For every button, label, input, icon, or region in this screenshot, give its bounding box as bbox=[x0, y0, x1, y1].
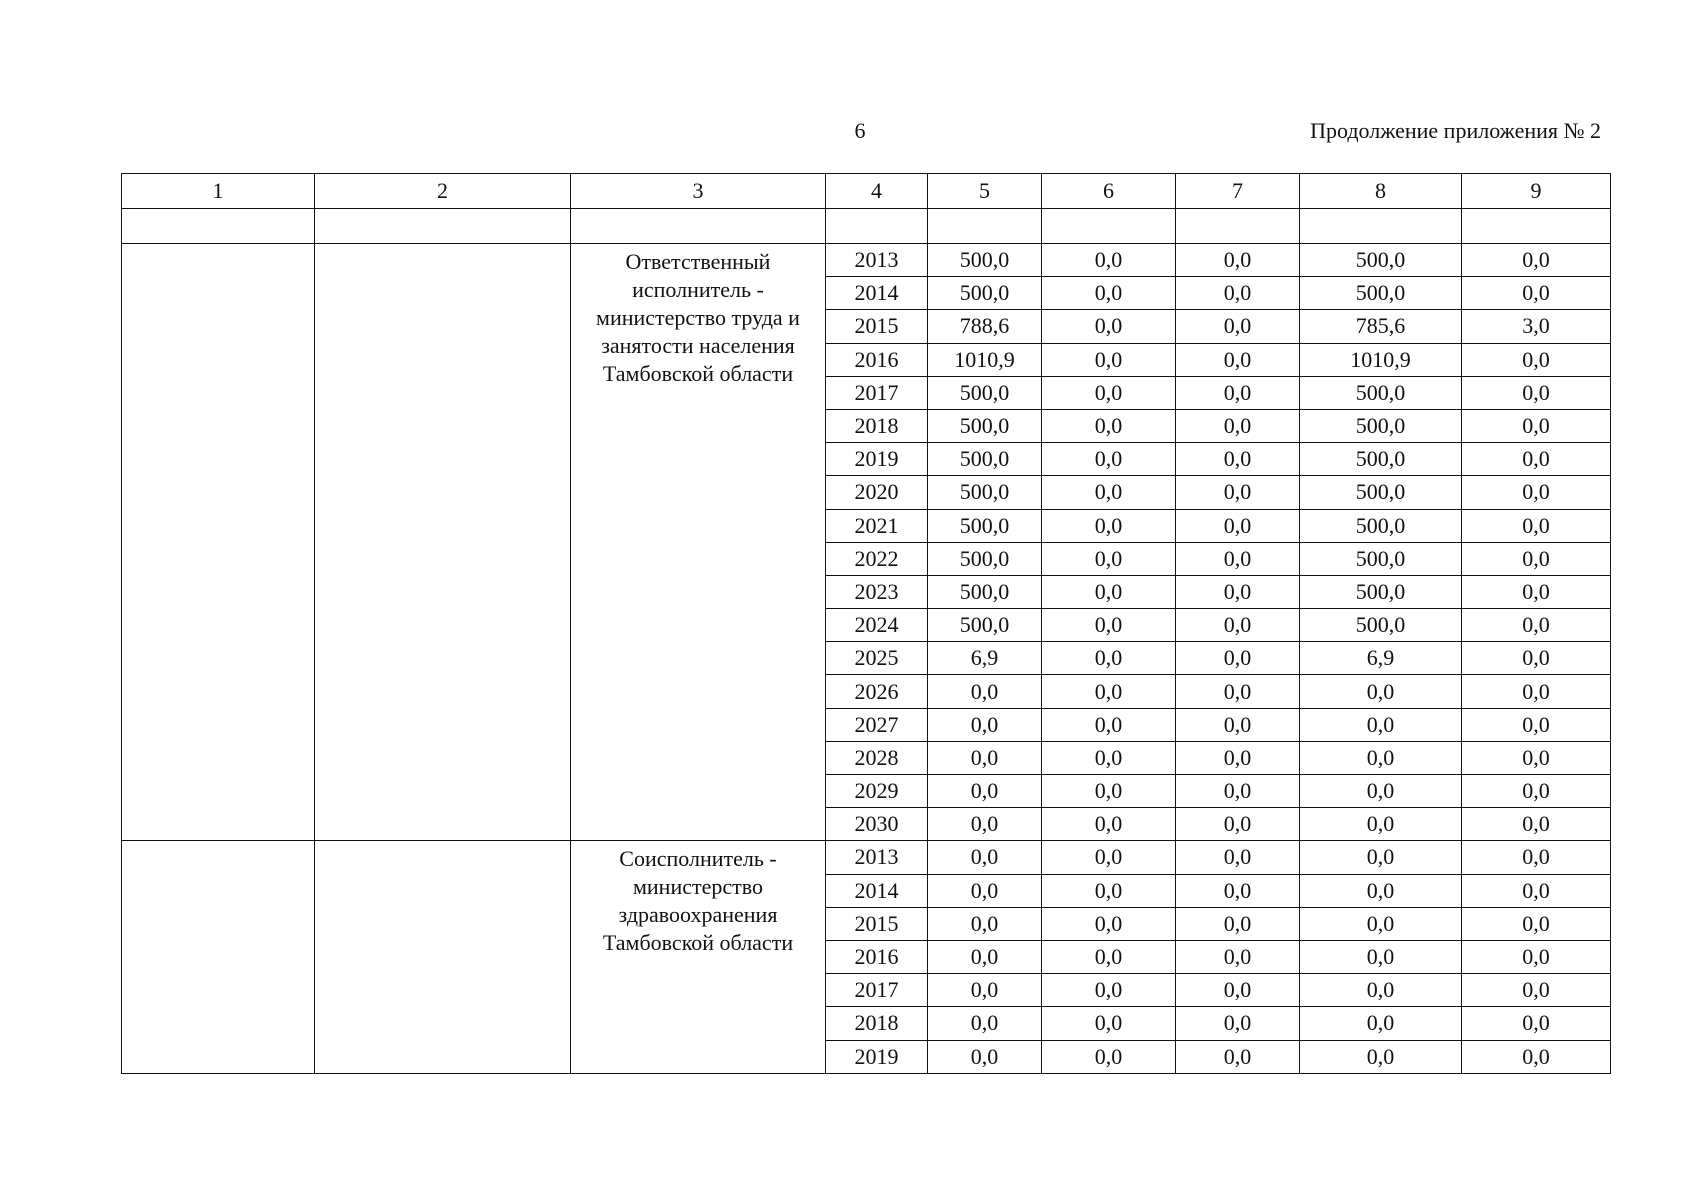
value-cell: 0,0 bbox=[928, 974, 1042, 1007]
value-cell: 0,0 bbox=[1042, 775, 1176, 808]
value-cell: 0,0 bbox=[1176, 542, 1300, 575]
year-cell: 2028 bbox=[826, 741, 928, 774]
value-cell: 0,0 bbox=[928, 808, 1042, 841]
value-cell: 0,0 bbox=[1042, 874, 1176, 907]
value-cell: 0,0 bbox=[1176, 974, 1300, 1007]
year-cell: 2017 bbox=[826, 974, 928, 1007]
executor-cell: Ответственный исполнитель - министерство труда и занятости населения Тамбовской области bbox=[571, 244, 826, 841]
value-cell: 0,0 bbox=[1462, 609, 1611, 642]
value-cell: 0,0 bbox=[1176, 443, 1300, 476]
value-cell: 0,0 bbox=[928, 708, 1042, 741]
value-cell: 0,0 bbox=[1042, 443, 1176, 476]
col2-cell bbox=[315, 841, 571, 1073]
value-cell: 0,0 bbox=[1042, 310, 1176, 343]
value-cell: 0,0 bbox=[1176, 1040, 1300, 1073]
col1-cell bbox=[122, 841, 315, 1073]
value-cell: 0,0 bbox=[1176, 841, 1300, 874]
value-cell: 0,0 bbox=[1462, 476, 1611, 509]
value-cell: 0,0 bbox=[1462, 244, 1611, 277]
value-cell: 500,0 bbox=[1300, 409, 1462, 442]
value-cell: 0,0 bbox=[1300, 741, 1462, 774]
year-cell: 2025 bbox=[826, 642, 928, 675]
year-cell: 2015 bbox=[826, 310, 928, 343]
blank-cell bbox=[1300, 209, 1462, 244]
value-cell: 0,0 bbox=[1462, 575, 1611, 608]
value-cell: 1010,9 bbox=[1300, 343, 1462, 376]
value-cell: 0,0 bbox=[1042, 808, 1176, 841]
value-cell: 0,0 bbox=[928, 675, 1042, 708]
value-cell: 0,0 bbox=[1042, 542, 1176, 575]
value-cell: 0,0 bbox=[1300, 708, 1462, 741]
value-cell: 0,0 bbox=[1042, 476, 1176, 509]
value-cell: 0,0 bbox=[1042, 642, 1176, 675]
year-cell: 2016 bbox=[826, 343, 928, 376]
blank-row bbox=[122, 209, 1611, 244]
value-cell: 6,9 bbox=[928, 642, 1042, 675]
value-cell: 0,0 bbox=[1176, 708, 1300, 741]
value-cell: 500,0 bbox=[928, 277, 1042, 310]
value-cell: 0,0 bbox=[1042, 675, 1176, 708]
value-cell: 500,0 bbox=[928, 376, 1042, 409]
year-cell: 2024 bbox=[826, 609, 928, 642]
column-number: 3 bbox=[571, 174, 826, 209]
value-cell: 0,0 bbox=[1176, 277, 1300, 310]
year-cell: 2015 bbox=[826, 907, 928, 940]
value-cell: 0,0 bbox=[1176, 874, 1300, 907]
value-cell: 0,0 bbox=[1176, 940, 1300, 973]
value-cell: 0,0 bbox=[1176, 642, 1300, 675]
value-cell: 500,0 bbox=[1300, 277, 1462, 310]
value-cell: 0,0 bbox=[1462, 1007, 1611, 1040]
value-cell: 0,0 bbox=[1042, 277, 1176, 310]
value-cell: 0,0 bbox=[1300, 808, 1462, 841]
value-cell: 0,0 bbox=[1176, 343, 1300, 376]
value-cell: 0,0 bbox=[1176, 675, 1300, 708]
year-cell: 2018 bbox=[826, 1007, 928, 1040]
value-cell: 0,0 bbox=[1042, 708, 1176, 741]
value-cell: 500,0 bbox=[928, 244, 1042, 277]
year-cell: 2020 bbox=[826, 476, 928, 509]
value-cell: 0,0 bbox=[1462, 542, 1611, 575]
value-cell: 0,0 bbox=[928, 775, 1042, 808]
value-cell: 785,6 bbox=[1300, 310, 1462, 343]
value-cell: 0,0 bbox=[1176, 775, 1300, 808]
value-cell: 500,0 bbox=[1300, 542, 1462, 575]
value-cell: 0,0 bbox=[1462, 376, 1611, 409]
value-cell: 0,0 bbox=[1462, 841, 1611, 874]
value-cell: 500,0 bbox=[928, 409, 1042, 442]
value-cell: 500,0 bbox=[928, 575, 1042, 608]
value-cell: 500,0 bbox=[1300, 476, 1462, 509]
value-cell: 0,0 bbox=[1462, 277, 1611, 310]
value-cell: 500,0 bbox=[1300, 609, 1462, 642]
value-cell: 500,0 bbox=[1300, 443, 1462, 476]
value-cell: 0,0 bbox=[1042, 841, 1176, 874]
value-cell: 0,0 bbox=[1300, 841, 1462, 874]
value-cell: 0,0 bbox=[1462, 343, 1611, 376]
value-cell: 0,0 bbox=[1300, 907, 1462, 940]
value-cell: 0,0 bbox=[928, 1007, 1042, 1040]
value-cell: 0,0 bbox=[1300, 1007, 1462, 1040]
value-cell: 0,0 bbox=[1462, 940, 1611, 973]
column-number-row bbox=[122, 174, 1611, 209]
column-number: 8 bbox=[1300, 174, 1462, 209]
executor-cell: Соисполнитель - министерство здравоохранения Тамбовской области bbox=[571, 841, 826, 1073]
value-cell: 0,0 bbox=[928, 1040, 1042, 1073]
value-cell: 0,0 bbox=[1176, 476, 1300, 509]
value-cell: 6,9 bbox=[1300, 642, 1462, 675]
value-cell: 0,0 bbox=[1042, 1007, 1176, 1040]
year-cell: 2027 bbox=[826, 708, 928, 741]
column-number: 7 bbox=[1176, 174, 1300, 209]
year-cell: 2030 bbox=[826, 808, 928, 841]
value-cell: 500,0 bbox=[1300, 376, 1462, 409]
column-number: 5 bbox=[928, 174, 1042, 209]
year-cell: 2014 bbox=[826, 277, 928, 310]
value-cell: 0,0 bbox=[1462, 874, 1611, 907]
year-cell: 2018 bbox=[826, 409, 928, 442]
column-number: 1 bbox=[122, 174, 315, 209]
value-cell: 500,0 bbox=[928, 476, 1042, 509]
value-cell: 0,0 bbox=[1176, 741, 1300, 774]
value-cell: 0,0 bbox=[1042, 509, 1176, 542]
value-cell: 0,0 bbox=[1176, 310, 1300, 343]
value-cell: 0,0 bbox=[1462, 775, 1611, 808]
value-cell: 500,0 bbox=[928, 609, 1042, 642]
blank-cell bbox=[826, 209, 928, 244]
year-cell: 2013 bbox=[826, 841, 928, 874]
year-cell: 2022 bbox=[826, 542, 928, 575]
table-row bbox=[122, 841, 1611, 874]
table-row bbox=[122, 244, 1611, 277]
year-cell: 2013 bbox=[826, 244, 928, 277]
value-cell: 0,0 bbox=[1042, 575, 1176, 608]
budget-table bbox=[121, 173, 1611, 1074]
value-cell: 500,0 bbox=[928, 509, 1042, 542]
year-cell: 2016 bbox=[826, 940, 928, 973]
blank-cell bbox=[1042, 209, 1176, 244]
blank-cell bbox=[1176, 209, 1300, 244]
value-cell: 3,0 bbox=[1462, 310, 1611, 343]
col1-cell bbox=[122, 244, 315, 841]
value-cell: 0,0 bbox=[1042, 609, 1176, 642]
value-cell: 500,0 bbox=[928, 542, 1042, 575]
year-cell: 2014 bbox=[826, 874, 928, 907]
blank-cell bbox=[571, 209, 826, 244]
value-cell: 0,0 bbox=[1300, 1040, 1462, 1073]
value-cell: 0,0 bbox=[1176, 575, 1300, 608]
value-cell: 788,6 bbox=[928, 310, 1042, 343]
year-cell: 2023 bbox=[826, 575, 928, 608]
value-cell: 0,0 bbox=[1042, 741, 1176, 774]
page-number: 6 bbox=[854, 118, 866, 143]
column-number: 4 bbox=[826, 174, 928, 209]
value-cell: 0,0 bbox=[928, 907, 1042, 940]
value-cell: 0,0 bbox=[1042, 940, 1176, 973]
value-cell: 0,0 bbox=[1176, 808, 1300, 841]
value-cell: 0,0 bbox=[1462, 1040, 1611, 1073]
value-cell: 0,0 bbox=[1300, 940, 1462, 973]
blank-cell bbox=[315, 209, 571, 244]
value-cell: 0,0 bbox=[1042, 907, 1176, 940]
value-cell: 0,0 bbox=[1042, 974, 1176, 1007]
value-cell: 0,0 bbox=[1042, 1040, 1176, 1073]
value-cell: 0,0 bbox=[1300, 775, 1462, 808]
col2-cell bbox=[315, 244, 571, 841]
value-cell: 0,0 bbox=[1176, 609, 1300, 642]
year-cell: 2029 bbox=[826, 775, 928, 808]
blank-cell bbox=[1462, 209, 1611, 244]
year-cell: 2017 bbox=[826, 376, 928, 409]
value-cell: 500,0 bbox=[1300, 509, 1462, 542]
value-cell: 0,0 bbox=[1462, 741, 1611, 774]
value-cell: 0,0 bbox=[928, 841, 1042, 874]
column-number: 2 bbox=[315, 174, 571, 209]
value-cell: 0,0 bbox=[1042, 409, 1176, 442]
value-cell: 0,0 bbox=[1042, 376, 1176, 409]
value-cell: 0,0 bbox=[1042, 244, 1176, 277]
value-cell: 0,0 bbox=[1042, 343, 1176, 376]
value-cell: 500,0 bbox=[928, 443, 1042, 476]
blank-cell bbox=[928, 209, 1042, 244]
blank-cell bbox=[122, 209, 315, 244]
value-cell: 0,0 bbox=[1462, 443, 1611, 476]
value-cell: 500,0 bbox=[1300, 575, 1462, 608]
value-cell: 0,0 bbox=[1300, 874, 1462, 907]
value-cell: 0,0 bbox=[928, 741, 1042, 774]
value-cell: 0,0 bbox=[928, 874, 1042, 907]
value-cell: 0,0 bbox=[1462, 907, 1611, 940]
year-cell: 2026 bbox=[826, 675, 928, 708]
value-cell: 0,0 bbox=[1176, 907, 1300, 940]
column-number: 9 bbox=[1462, 174, 1611, 209]
value-cell: 0,0 bbox=[1462, 642, 1611, 675]
value-cell: 0,0 bbox=[1176, 244, 1300, 277]
value-cell: 0,0 bbox=[1176, 509, 1300, 542]
value-cell: 500,0 bbox=[1300, 244, 1462, 277]
value-cell: 0,0 bbox=[1462, 409, 1611, 442]
value-cell: 0,0 bbox=[1462, 675, 1611, 708]
year-cell: 2019 bbox=[826, 1040, 928, 1073]
value-cell: 0,0 bbox=[1176, 1007, 1300, 1040]
value-cell: 0,0 bbox=[1176, 409, 1300, 442]
table-body bbox=[122, 174, 1611, 1074]
value-cell: 0,0 bbox=[1462, 708, 1611, 741]
appendix-note: Продолжение приложения № 2 bbox=[1310, 118, 1601, 143]
value-cell: 0,0 bbox=[928, 940, 1042, 973]
value-cell: 0,0 bbox=[1462, 974, 1611, 1007]
year-cell: 2019 bbox=[826, 443, 928, 476]
value-cell: 0,0 bbox=[1462, 509, 1611, 542]
value-cell: 1010,9 bbox=[928, 343, 1042, 376]
year-cell: 2021 bbox=[826, 509, 928, 542]
value-cell: 0,0 bbox=[1462, 808, 1611, 841]
value-cell: 0,0 bbox=[1300, 675, 1462, 708]
column-number: 6 bbox=[1042, 174, 1176, 209]
value-cell: 0,0 bbox=[1300, 974, 1462, 1007]
value-cell: 0,0 bbox=[1176, 376, 1300, 409]
